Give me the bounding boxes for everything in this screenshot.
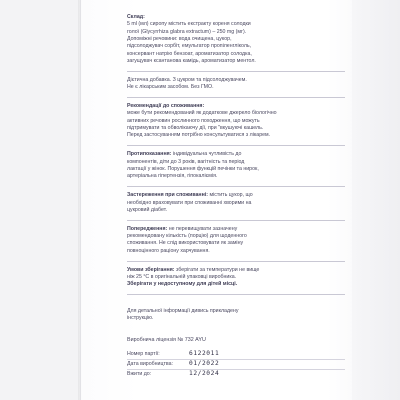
supplement-line: Дієтична добавка. З цукром та підсолоджувачем. [127, 76, 247, 83]
more-info-section [127, 308, 345, 323]
contraindications-line: лактації у жінок. Порушення функцій печінки та нирок, [127, 166, 259, 172]
divider [127, 145, 345, 146]
storage-line: Зберігати у недоступному для дітей місці. [127, 281, 238, 288]
best-before-label: Вжити до: [127, 371, 152, 378]
divider [127, 220, 345, 221]
divider [127, 71, 345, 72]
composition-line: загущувач ксантанова камідь, ароматизатор ментол. [127, 58, 256, 65]
recommendations-section [127, 103, 345, 140]
supplement-section [127, 77, 345, 92]
contraindications-section [127, 151, 345, 180]
notice-line: споживання. Не слід використовувати як заміну [127, 240, 244, 247]
batch-row [127, 370, 345, 379]
production-date-value: 01/2022 [189, 360, 220, 368]
composition-line: Допоміжні речовини: вода очищена, цукор, [127, 36, 232, 43]
recommendations-title: Рекомендації до споживання: [127, 103, 205, 110]
storage-title: Умови зберігання: [127, 266, 175, 273]
supplement-line: Не є лікарським засобом. Без ГМО. [127, 84, 214, 91]
recommendations-line: підтримувати та обволікаючу дії, при "вкушуючі кашель. [127, 125, 264, 132]
best-before-value: 12/2024 [189, 370, 220, 378]
batch-number-value: 6122011 [189, 350, 220, 358]
contraindications-first-line [127, 151, 345, 158]
composition-line: 5 ml (мл) сиропу містить екстракту кореня солодки [127, 21, 251, 28]
recommendations-line: активних речовин рослинного походження, що можуть [127, 117, 260, 124]
batch-number-label: Номер партії: [127, 351, 160, 358]
storage-text: зберігати за температури не вище [174, 266, 260, 273]
notice-first-line [127, 226, 345, 233]
divider [127, 186, 345, 187]
manufacturer-license: Виробнича ліцензія № 732 AYU [127, 336, 206, 343]
composition-title: Склад: [127, 14, 145, 20]
composition-section [127, 14, 345, 65]
batch-table [127, 350, 345, 379]
contraindications-title: Протипоказання: [127, 151, 172, 158]
composition-line: консервант натрію бензоат, ароматизатор солодка, [127, 50, 252, 57]
notice-line: повноцінного раціону харчування. [127, 247, 210, 254]
warnings-title: Застереження при споживанні: [127, 192, 208, 199]
contraindications-line: артеріальна гіпертензія, гіпокаліємія. [127, 173, 218, 180]
storage-line: ніж 25 °С в оригінальній упаковці виробника. [127, 273, 237, 280]
warnings-first-line [127, 192, 345, 199]
batch-row [127, 360, 345, 370]
batch-row [127, 350, 345, 360]
package-side-edge [352, 0, 400, 400]
contraindications-line: компонентів, діти до 3 років, вагітність та період [127, 158, 245, 165]
production-date-label: Дата виробництва: [127, 361, 174, 368]
package-edge-shadow [78, 0, 82, 400]
notice-text: не перевищувати зазначену [167, 225, 238, 232]
composition-line: підсолоджувач сорбіт, емульгатор пропіленгліколь, [127, 43, 252, 50]
more-info-line: інструкцію. [127, 315, 154, 322]
more-info-line: Для детальної інформації дивись прикладену [127, 308, 239, 315]
divider [127, 294, 345, 295]
warnings-line: цукровий діабет. [127, 206, 168, 213]
warnings-line: необхідно враховувати при споживанні хворими на [127, 199, 252, 206]
warnings-text: містить цукор, що [207, 192, 253, 199]
recommendations-line: може бути рекомендований як додаткове джерело біологічно [127, 110, 277, 117]
recommendations-line: Перед застосуванням потрібно консультуватися з лікарем. [127, 132, 271, 139]
contraindications-text: індивідуальна чутливість до [171, 151, 242, 158]
notice-title: Попередження: [127, 225, 168, 232]
label-text [127, 14, 345, 379]
composition-line: голої (Glycyrrhiza glabra extractum) – 250 mg (мг). [127, 28, 247, 35]
storage-section [127, 267, 345, 289]
divider [127, 97, 345, 98]
divider [127, 261, 345, 262]
warnings-section [127, 192, 345, 214]
storage-first-line [127, 267, 345, 274]
notice-section [127, 226, 345, 255]
notice-line: рекомендовану кількість (порцію) для щоденного [127, 233, 247, 240]
